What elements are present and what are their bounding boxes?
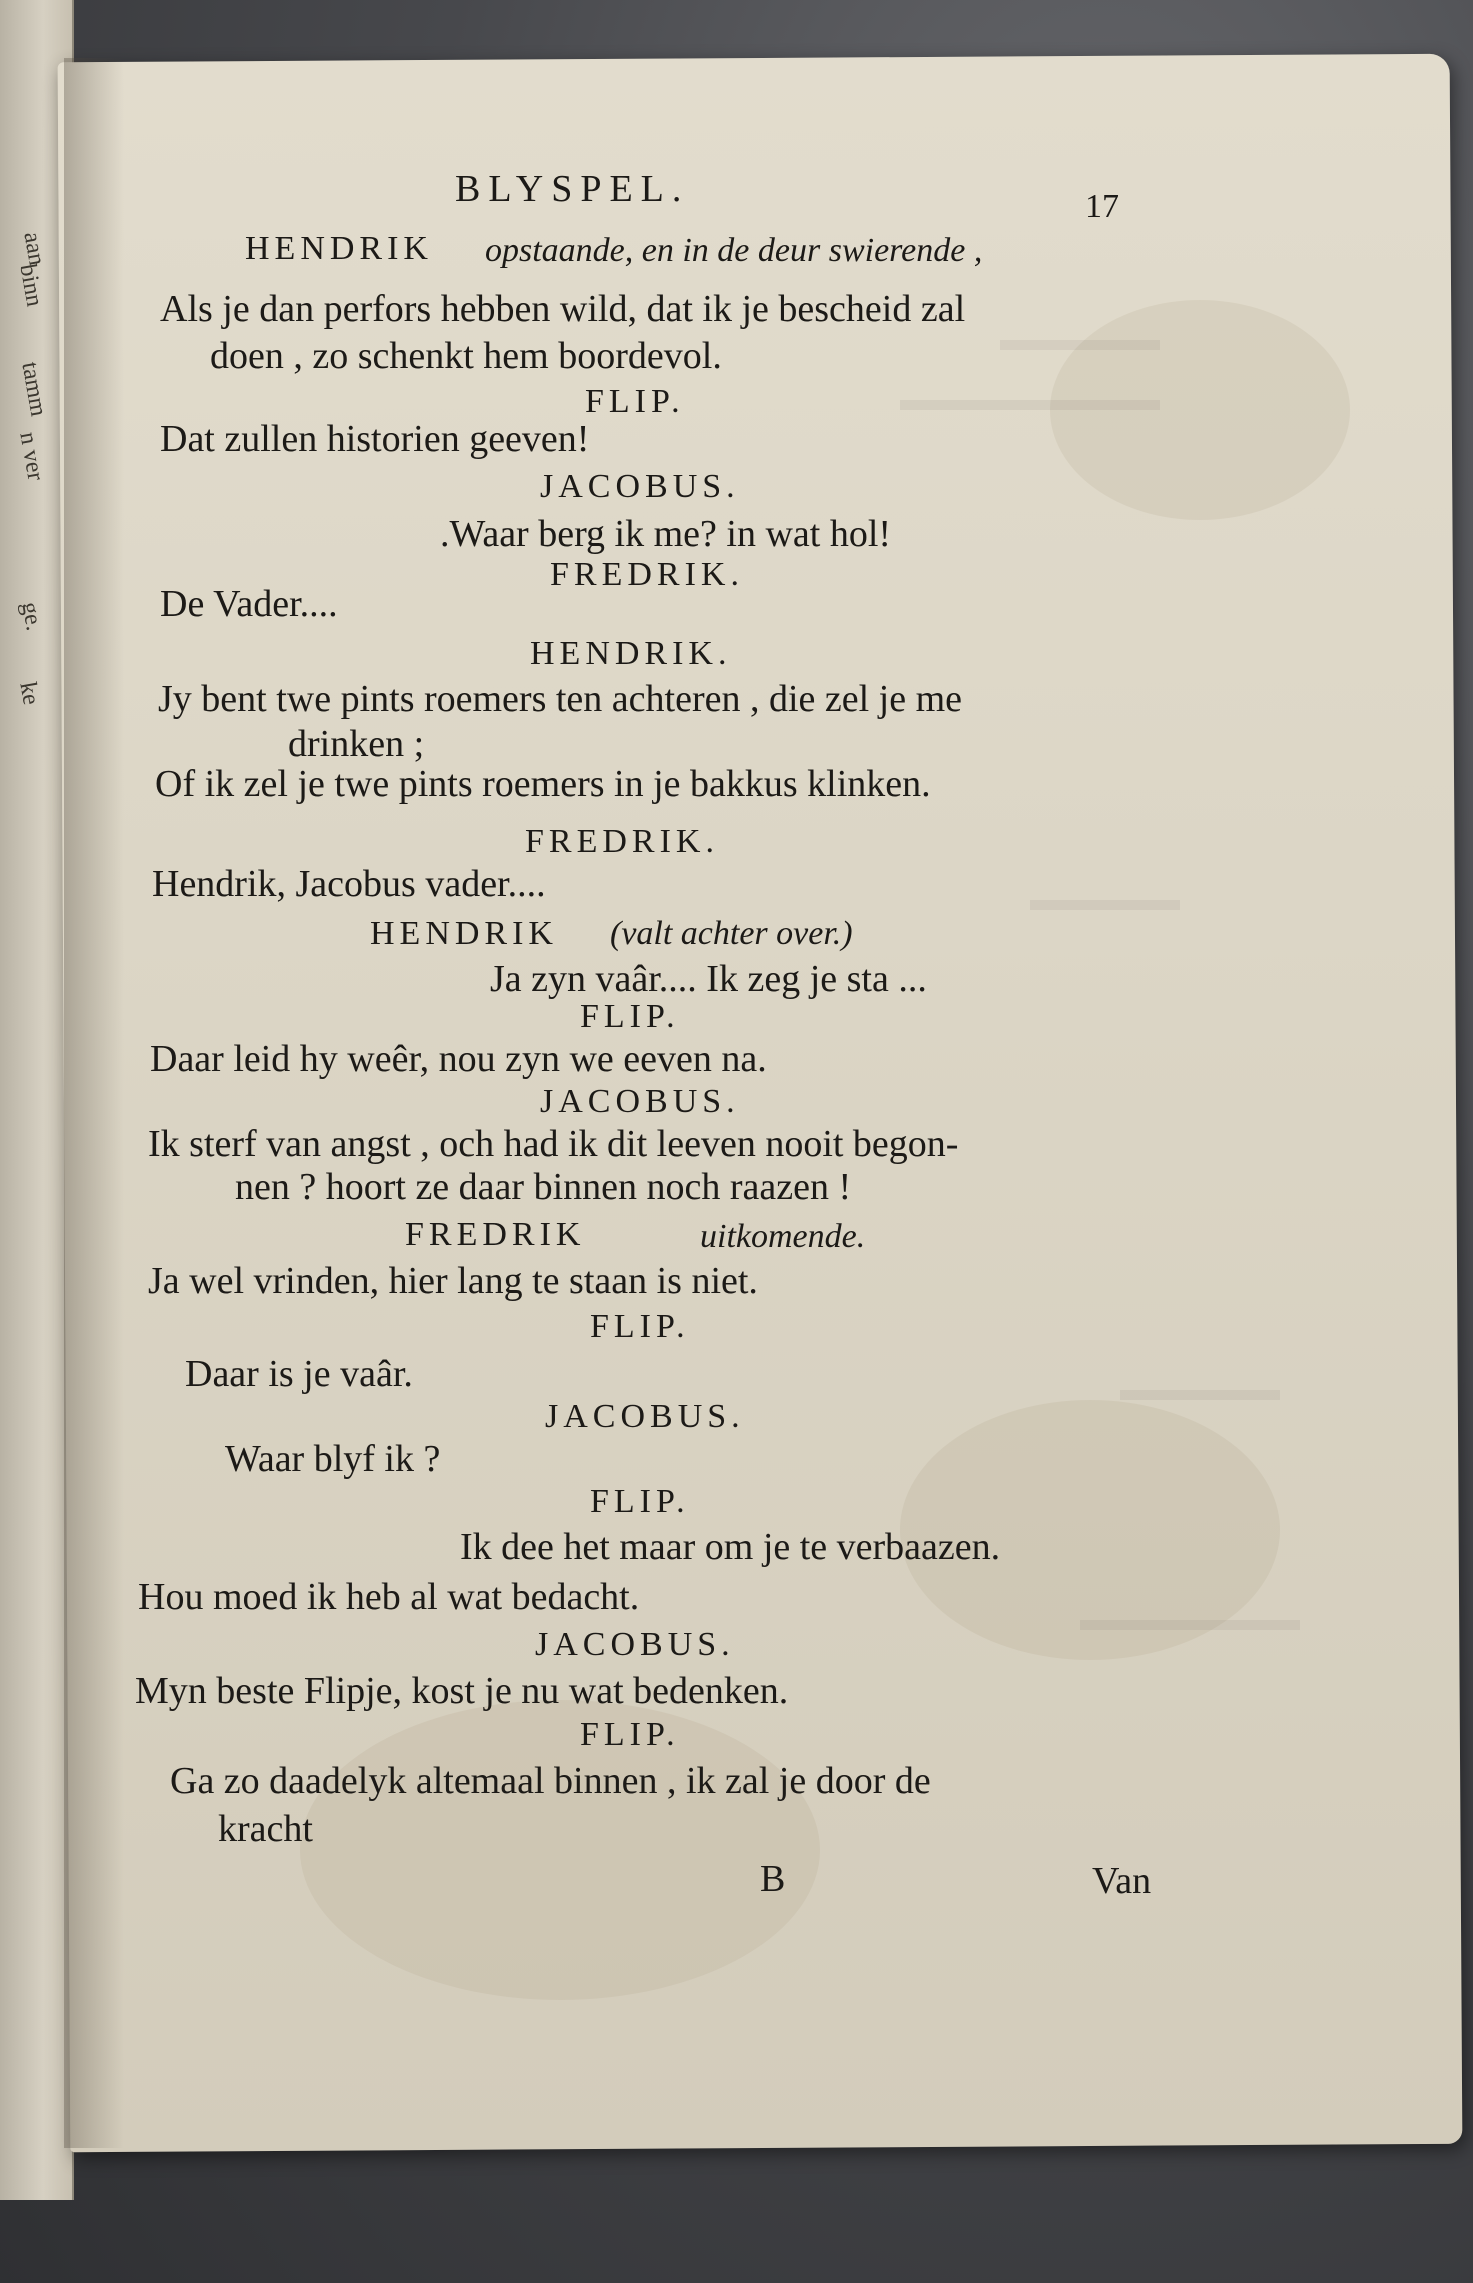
speaker-name: FREDRIK: [405, 1216, 586, 1253]
facing-page-fragment: ke: [14, 680, 44, 707]
speaker-name: JACOBUS.: [540, 1083, 740, 1120]
speaker-name: FLIP.: [590, 1483, 690, 1520]
signature-mark: B: [760, 1858, 786, 1900]
running-head: BLYSPEL.: [455, 168, 690, 210]
stage-direction: uitkomende.: [700, 1218, 866, 1255]
dialogue-line: Of ik zel je twe pints roemers in je bakkus klinken.: [155, 763, 931, 805]
facing-page-fragment: ge.: [16, 600, 47, 633]
dialogue-line: Daar leid hy weêr, nou zyn we eeven na.: [150, 1038, 767, 1080]
stage-direction: opstaande, en in de deur swierende ,: [485, 232, 983, 269]
speaker-name: JACOBUS.: [540, 468, 740, 505]
dialogue-line: Ja zyn vaâr.... Ik zeg je sta ...: [490, 958, 927, 1000]
dialogue-line: Als je dan perfors hebben wild, dat ik je bescheid zal: [160, 288, 966, 330]
speaker-name: FLIP.: [590, 1308, 690, 1345]
speaker-name: FLIP.: [580, 998, 680, 1035]
facing-page-fragment: tamm: [16, 360, 52, 419]
dialogue-line: De Vader....: [160, 583, 338, 625]
dialogue-line: Ik dee het maar om je te verbaazen.: [460, 1526, 1001, 1568]
dialogue-line: Ga zo daadelyk altemaal binnen , ik zal je door de: [170, 1760, 931, 1802]
dialogue-line: Myn beste Flipje, kost je nu wat bedenken.: [135, 1670, 789, 1712]
speaker-name: HENDRIK: [370, 915, 558, 952]
dialogue-line: Hendrik, Jacobus vader....: [152, 863, 546, 905]
facing-page-fragment: n ver: [14, 430, 49, 483]
dialogue-line: Ik sterf van angst , och had ik dit leeven nooit begon-: [148, 1123, 959, 1165]
dialogue-line: .Waar berg ik me? in wat hol!: [440, 513, 892, 555]
speaker-name: HENDRIK: [245, 230, 433, 267]
stage-direction: (valt achter over.): [610, 915, 853, 952]
dialogue-line: kracht: [218, 1808, 313, 1850]
dialogue-line: nen ? hoort ze daar binnen noch raazen !: [235, 1166, 852, 1208]
speaker-name: JACOBUS.: [545, 1398, 745, 1435]
speaker-name: FREDRIK.: [525, 823, 719, 860]
catchword: Van: [1092, 1860, 1152, 1902]
dialogue-line: Dat zullen historien geeven!: [160, 418, 590, 460]
speaker-name: FLIP.: [580, 1716, 680, 1753]
speaker-name: FLIP.: [585, 383, 685, 420]
dialogue-line: Jy bent twe pints roemers ten achteren , die zel je me: [158, 678, 963, 720]
facing-page-fragment: aan: [18, 230, 50, 268]
dialogue-line: Waar blyf ik ?: [225, 1438, 441, 1480]
paper-stain: [300, 1700, 820, 2000]
page-number: 17: [1085, 188, 1119, 225]
paper-stain: [1050, 300, 1350, 520]
facing-page-fragment: binn: [14, 262, 48, 309]
dialogue-line: doen , zo schenkt hem boordevol.: [210, 335, 722, 377]
speaker-name: FREDRIK.: [550, 556, 744, 593]
speaker-name: JACOBUS.: [535, 1626, 735, 1663]
dialogue-line: Ja wel vrinden, hier lang te staan is niet.: [148, 1260, 758, 1302]
dialogue-line: Daar is je vaâr.: [185, 1353, 413, 1395]
dialogue-line: Hou moed ik heb al wat bedacht.: [138, 1576, 640, 1618]
speaker-name: HENDRIK.: [530, 635, 732, 672]
dialogue-line: drinken ;: [288, 723, 425, 765]
